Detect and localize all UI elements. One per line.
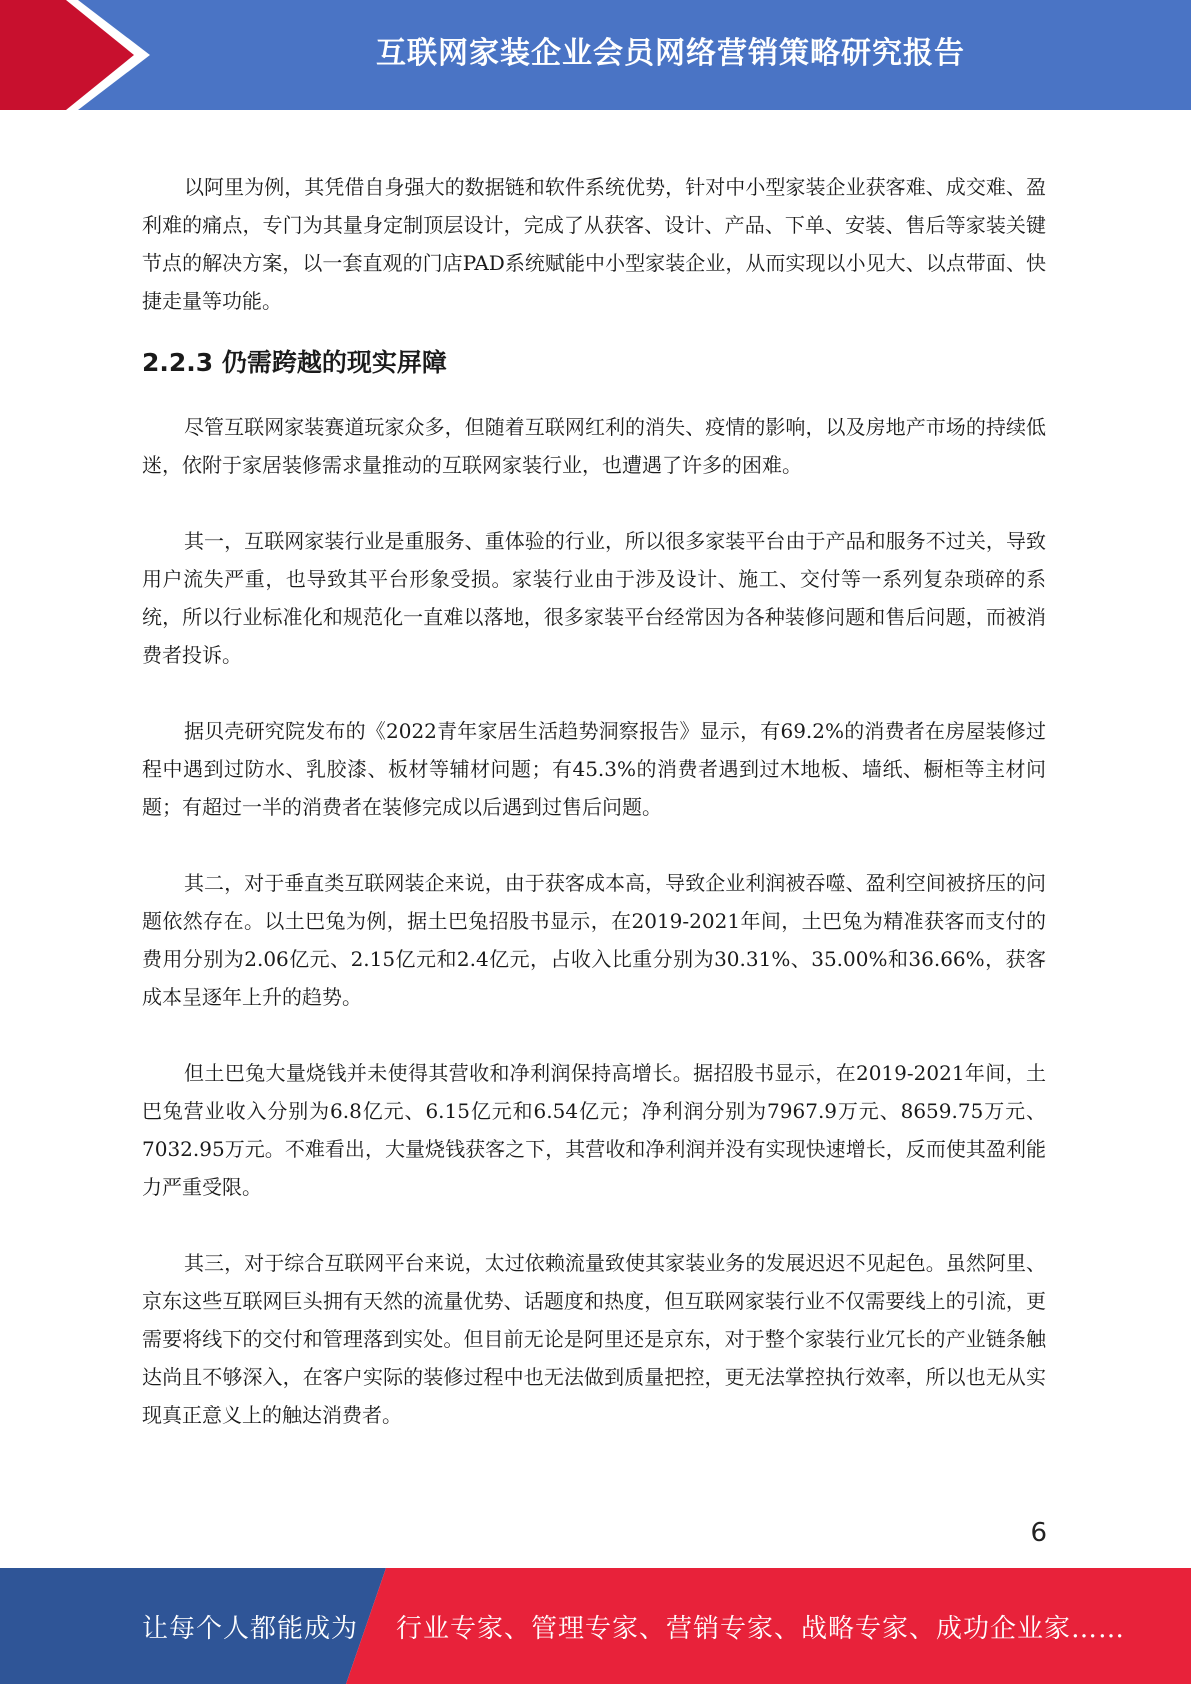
intro-paragraph: 以阿里为例，其凭借自身强大的数据链和软件系统优势，针对中小型家装企业获客难、成交难、盈利难的痛点，专门为其量身定制顶层设计，完成了从获客、设计、产品、下单、安装、售后等家装关键节点的解决方案，以一套直观的门店PAD系统赋能中小型家装企业，从而实现以小见大、以点带面、快捷走量等功能。 xyxy=(142,175,1046,313)
paragraph-3: 据贝壳研究院发布的《2022青年家居生活趋势洞察报告》显示，有69.2%的消费者在房屋装修过程中遇到过防水、乳胶漆、板材等辅材问题；有45.3%的消费者遇到过木地板、墙纸、橱柜等主材问题；有超过一半的消费者在装修完成以后遇到过售后问题。 xyxy=(142,719,1046,819)
paragraph-spacer xyxy=(142,1016,1046,1054)
section-heading: 2.2.3 仍需跨越的现实屏障 xyxy=(142,348,447,377)
paragraph-spacer xyxy=(142,674,1046,712)
paragraph-spacer xyxy=(142,826,1046,864)
paragraph-2: 其一，互联网家装行业是重服务、重体验的行业，所以很多家装平台由于产品和服务不过关，导致用户流失严重，也导致其平台形象受损。家装行业由于涉及设计、施工、交付等一系列复杂琐碎的系统，所以行业标准化和规范化一直难以落地，很多家装平台经常因为各种装修问题和售后问题，而被消费者投诉。 xyxy=(142,529,1046,667)
report-title: 互联网家装企业会员网络营销策略研究报告 xyxy=(376,36,965,71)
footer-slogan-left: 让每个人都能成为 xyxy=(142,1613,359,1644)
paragraph-spacer xyxy=(142,484,1046,522)
page-header xyxy=(0,0,1191,110)
paragraph-5: 但土巴兔大量烧钱并未使得其营收和净利润保持高增长。据招股书显示，在2019-2021年间，土巴兔营业收入分别为6.8亿元、6.15亿元和6.54亿元；净利润分别为7967.9万元、8659.75万元、7032.95万元。不难看出，大量烧钱获客之下，其营收和净利润并没有实现快速增长，反而使其盈利能力严重受限。 xyxy=(142,1061,1046,1199)
paragraph-spacer xyxy=(142,1206,1046,1244)
page-number: 6 xyxy=(1030,1518,1047,1548)
footer-slogan-right: 行业专家、管理专家、营销专家、战略专家、成功企业家…… xyxy=(396,1613,1126,1644)
paragraph-1: 尽管互联网家装赛道玩家众多，但随着互联网红利的消失、疫情的影响，以及房地产市场的持续低迷，依附于家居装修需求量推动的互联网家装行业，也遭遇了许多的困难。 xyxy=(142,415,1046,477)
document-body xyxy=(142,168,1046,1434)
page-footer xyxy=(0,1568,1191,1684)
paragraph-6: 其三，对于综合互联网平台来说，太过依赖流量致使其家装业务的发展迟迟不见起色。虽然阿里、京东这些互联网巨头拥有天然的流量优势、话题度和热度，但互联网家装行业不仅需要线上的引流，更需要将线下的交付和管理落到实处。但目前无论是阿里还是京东，对于整个家装行业冗长的产业链条触达尚且不够深入，在客户实际的装修过程中也无法做到质量把控，更无法掌控执行效率，所以也无从实现真正意义上的触达消费者。 xyxy=(142,1251,1046,1427)
paragraph-4: 其二，对于垂直类互联网装企来说，由于获客成本高，导致企业利润被吞噬、盈利空间被挤压的问题依然存在。以土巴兔为例，据土巴兔招股书显示，在2019-2021年间，土巴兔为精准获客而支付的费用分别为2.06亿元、2.15亿元和2.4亿元，占收入比重分别为30.31%、35.00%和36.66%，获客成本呈逐年上升的趋势。 xyxy=(142,871,1046,1009)
